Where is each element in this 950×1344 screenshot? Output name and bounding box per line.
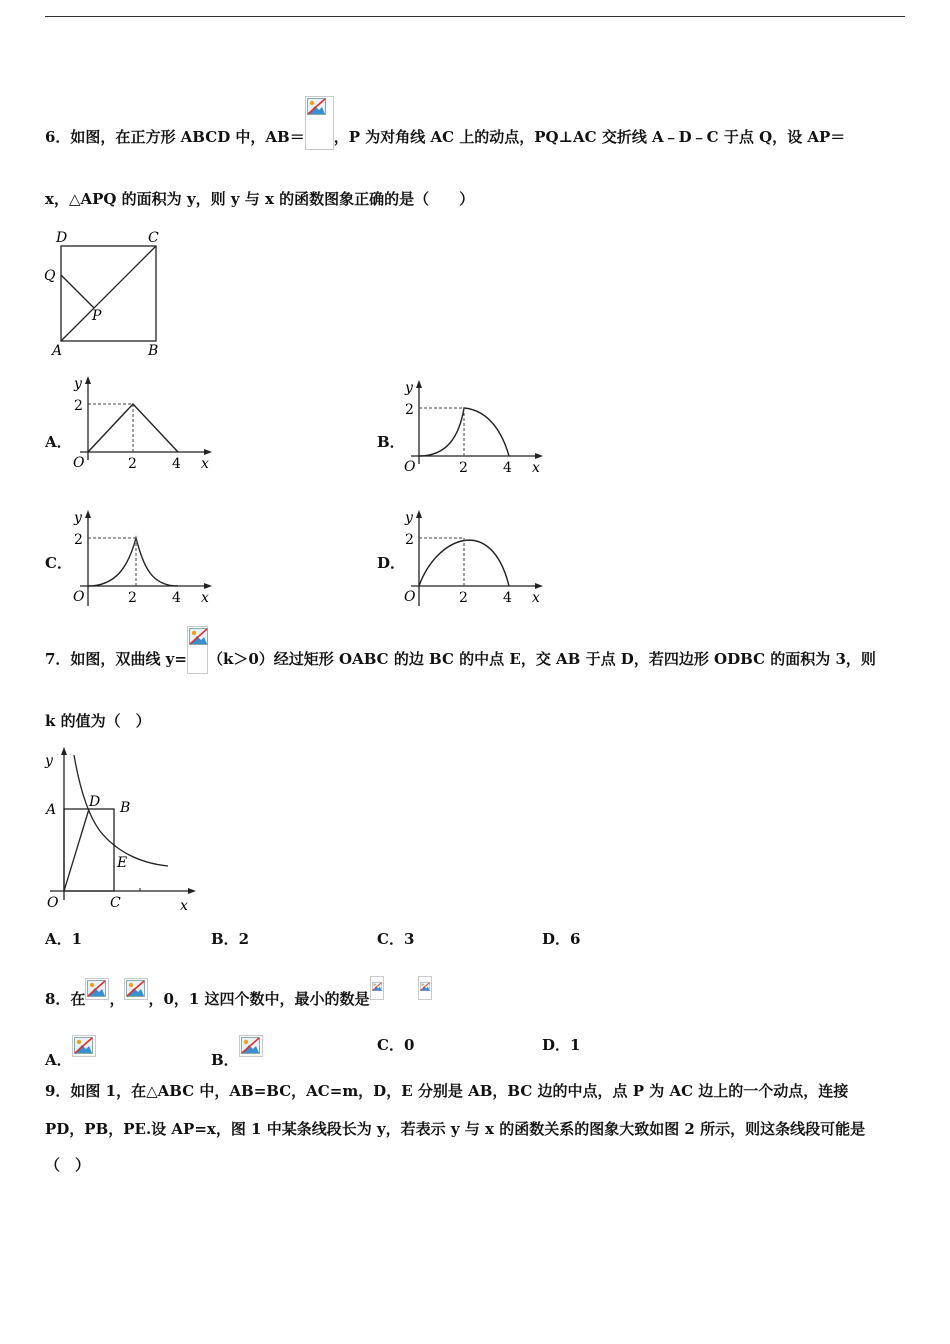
q7-fraction-image <box>187 626 208 674</box>
q8-line <box>45 976 432 1009</box>
q7-option-a[interactable]: A．1 <box>45 930 83 948</box>
q6-option-a-label[interactable]: A． <box>45 433 72 451</box>
axis-label-y: y <box>45 753 53 769</box>
q6-text-a: 6．如图，在正方形 ABCD 中，AB＝ <box>45 128 305 146</box>
axis-label-y: y <box>74 510 82 526</box>
label-a: A <box>46 802 57 818</box>
q6-graph-d <box>401 508 546 608</box>
broken-image-icon <box>126 980 145 997</box>
tick-x-4: 4 <box>503 590 512 606</box>
q8-option-a-letter: A． <box>45 1051 72 1069</box>
segment-pq <box>61 275 94 308</box>
label-d: D <box>89 794 101 810</box>
q8-option-d-letter: D． <box>542 1036 571 1054</box>
label-c: C <box>110 895 121 911</box>
axis-label-y: y <box>74 376 82 392</box>
tick-x-4: 4 <box>172 456 181 472</box>
q9-line3: （ ） <box>45 1156 91 1174</box>
axis-label-y: y <box>405 510 413 526</box>
q8-option-c-letter: C． <box>377 1036 404 1054</box>
broken-image-icon <box>372 978 382 995</box>
tick-y-2: 2 <box>74 532 83 548</box>
origin-label: O <box>47 895 59 911</box>
q6-graph-b <box>401 378 546 478</box>
q9-line1: 9．如图 1，在△ABC 中，AB=BC，AC=m，D，E 分别是 AB，BC 边的中点，点 P 为 AC 边上的一个动点，连接 <box>45 1082 849 1100</box>
q6-graph-c <box>70 508 215 608</box>
q8-option-b-image <box>239 1035 263 1057</box>
q8-number1-image <box>85 978 109 1000</box>
diagonal-ac <box>61 246 156 341</box>
label-q: Q <box>44 268 56 284</box>
q8-option-d-value: 1 <box>570 1036 581 1054</box>
q7-option-c[interactable]: C．3 <box>377 930 415 948</box>
tick-y-2: 2 <box>405 532 414 548</box>
tick-x-2: 2 <box>128 590 137 606</box>
broken-image-icon <box>189 628 208 645</box>
q8-option-d[interactable] <box>542 1035 580 1055</box>
tick-y-2: 2 <box>405 402 414 418</box>
q6-ab-value-image <box>305 96 334 150</box>
q6-line1 <box>45 127 845 150</box>
q6-square-figure <box>40 225 170 360</box>
axis-label-x: x <box>532 590 540 606</box>
label-p: P <box>92 308 102 324</box>
q8-option-c-value: 0 <box>403 1036 415 1054</box>
q8-trailing-image1 <box>370 976 384 1000</box>
label-d: D <box>56 230 68 246</box>
q7-line1 <box>45 649 876 674</box>
origin-label: O <box>404 459 416 475</box>
broken-image-icon <box>241 1037 260 1054</box>
broken-image-icon <box>307 98 326 115</box>
label-b: B <box>148 343 159 359</box>
tick-y-2: 2 <box>74 398 83 414</box>
q7-option-b[interactable]: B．2 <box>211 930 250 948</box>
axis-label-x: x <box>180 898 188 914</box>
broken-image-icon <box>420 978 430 995</box>
axis-label-x: x <box>532 460 540 476</box>
header-rule <box>45 16 905 17</box>
q6-text-b: ，P 为对角线 AC 上的动点，PQ⊥AC 交折线 A﹣D﹣C 于点 Q，设 AP＝ <box>333 128 846 146</box>
broken-image-icon <box>87 980 106 997</box>
q7-line2: k 的值为（ ） <box>45 712 151 730</box>
q6-option-d-label[interactable]: D． <box>377 554 406 572</box>
q7-text-b: （k＞0）经过矩形 OABC 的边 BC 的中点 E，交 AB 于点 D，若四边形 ODBC 的面积为 3，则 <box>207 650 876 668</box>
q6-line2: x，△APQ 的面积为 y，则 y 与 x 的函数图象正确的是（ ） <box>45 190 475 208</box>
q8-option-b-letter: B． <box>211 1051 239 1069</box>
segment-od <box>64 809 89 891</box>
q8-trailing-image2 <box>418 976 432 1000</box>
q7-text-a: 7．如图，双曲线 y= <box>45 650 187 668</box>
q8-option-c[interactable] <box>377 1035 414 1055</box>
tick-x-2: 2 <box>459 460 468 476</box>
q8-option-b[interactable] <box>211 1035 263 1070</box>
tick-x-4: 4 <box>172 590 181 606</box>
axis-label-x: x <box>201 590 209 606</box>
q6-option-b-label[interactable]: B． <box>377 433 405 451</box>
origin-label: O <box>404 589 416 605</box>
label-a: A <box>52 343 63 359</box>
q7-hyperbola-figure <box>40 745 210 915</box>
q8-prefix: 8．在 <box>45 990 86 1008</box>
q8-option-a[interactable] <box>45 1035 96 1070</box>
q8-number2-image <box>124 978 148 1000</box>
tick-x-4: 4 <box>503 460 512 476</box>
q6-graph-a <box>70 374 215 474</box>
q8-option-a-image <box>72 1035 96 1057</box>
tick-x-2: 2 <box>128 456 137 472</box>
axis-label-x: x <box>201 456 209 472</box>
q7-option-d[interactable]: D．6 <box>542 930 581 948</box>
q8-middle: ，0，1 这四个数中，最小的数是 <box>148 990 370 1008</box>
q8-sep: ， <box>109 990 125 1008</box>
origin-label: O <box>73 455 85 471</box>
axis-label-y: y <box>405 380 413 396</box>
label-e: E <box>117 855 128 871</box>
label-c: C <box>148 230 159 246</box>
origin-label: O <box>73 589 85 605</box>
tick-x-2: 2 <box>459 590 468 606</box>
graph-c-curve <box>88 538 178 586</box>
label-b: B <box>120 800 131 816</box>
q9-line2: PD，PB，PE.设 AP=x，图 1 中某条线段长为 y，若表示 y 与 x 的函数关系的图象大致如图 2 所示，则这条线段可能是 <box>45 1120 866 1138</box>
broken-image-icon <box>74 1037 93 1054</box>
rectangle-oabc <box>64 809 114 891</box>
q6-option-c-label[interactable]: C． <box>45 554 72 572</box>
